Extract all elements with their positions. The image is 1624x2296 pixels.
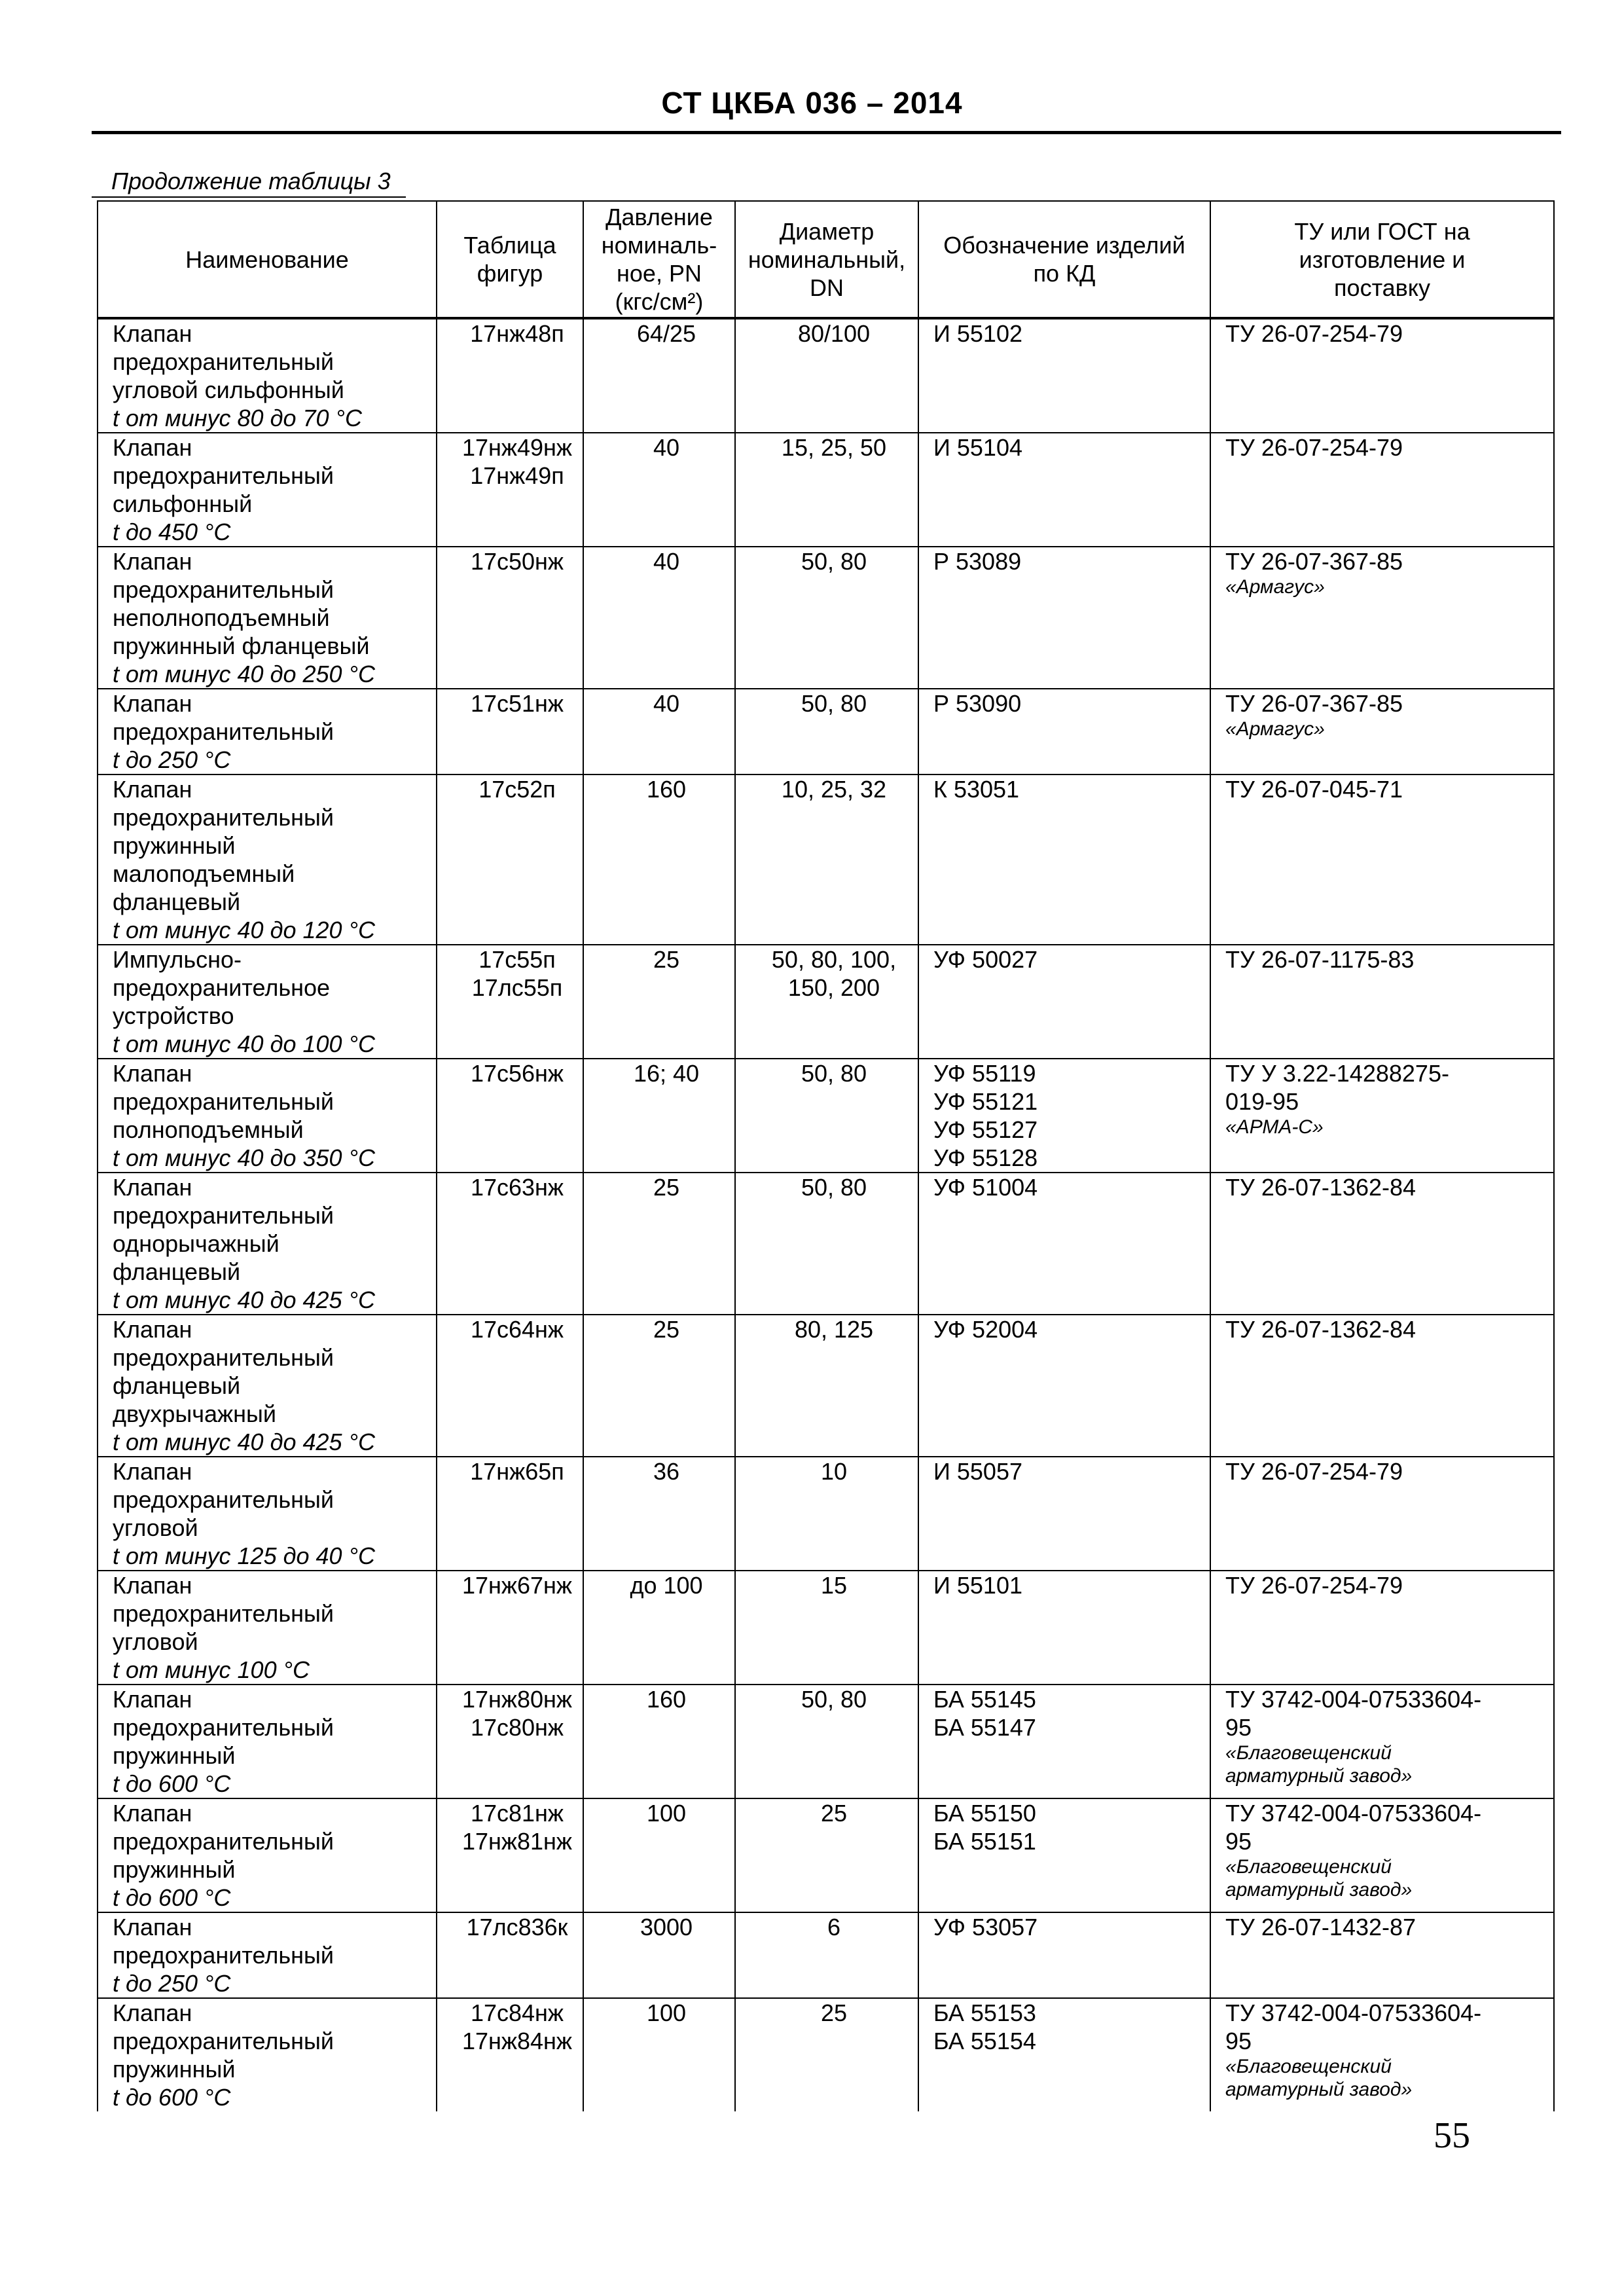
name-line: предохранительный: [113, 1202, 334, 1229]
header-text: ТУ или ГОСТ на: [1294, 217, 1470, 245]
cell-name: [98, 1798, 437, 1912]
cell-figure-table: [437, 1998, 583, 2111]
cell-figure-table: [437, 1798, 583, 1912]
cell-pressure: [583, 1998, 735, 2111]
pressure-value: 160: [646, 1686, 687, 1713]
name-line: устройство: [113, 1002, 234, 1029]
cell-name: [98, 1571, 437, 1685]
cell-diameter: [735, 1315, 918, 1457]
table-row: [98, 1457, 1554, 1571]
temperature-range: t от минус 125 до 40 °С: [113, 1542, 375, 1569]
cell-kd: [918, 1912, 1210, 1998]
name-line: Клапан: [113, 776, 192, 803]
cell-figure-table: [437, 433, 583, 547]
tu-code: ТУ 26-07-1432-87: [1225, 1914, 1416, 1941]
name-line: фланцевый: [113, 1258, 241, 1285]
header-text: по КД: [1033, 260, 1096, 287]
name-line: предохранительный: [113, 1942, 334, 1969]
tu-code: ТУ 26-07-1175-83: [1225, 946, 1415, 973]
cell-name: [98, 1457, 437, 1571]
kd-code: УФ 55121: [933, 1088, 1038, 1115]
cell-figure-table: [437, 1059, 583, 1173]
temperature-range: t от минус 40 до 425 °С: [113, 1286, 375, 1313]
document-title: СТ ЦКБА 036 – 2014: [661, 86, 963, 120]
kd-code: И 55102: [933, 320, 1022, 347]
tu-code: 019-95: [1225, 1088, 1299, 1115]
tu-code: ТУ 3742-004-07533604-: [1225, 1686, 1482, 1713]
figure-code: 17нж65п: [470, 1458, 564, 1485]
name-line: Клапан: [113, 690, 192, 717]
diameter-value: 25: [820, 1800, 848, 1827]
kd-code: Р 53090: [933, 690, 1022, 717]
cell-name: [98, 689, 437, 774]
temperature-range: t от минус 40 до 100 °С: [113, 1030, 375, 1057]
pressure-value: 100: [646, 1999, 687, 2026]
cell-figure-table: [437, 1685, 583, 1798]
figure-code: 17с81нж: [470, 1800, 564, 1827]
name-line: двухрычажный: [113, 1400, 276, 1427]
header-kd: [918, 201, 1210, 318]
table-row: [98, 1798, 1554, 1912]
cell-kd: [918, 1457, 1210, 1571]
kd-code: БА 55147: [933, 1714, 1036, 1741]
cell-diameter: [735, 945, 918, 1059]
header-text: (кгс/см²): [615, 288, 704, 315]
name-line: неполноподъемный: [113, 604, 330, 631]
cell-diameter: [735, 318, 918, 433]
header-text: номинальный,: [748, 246, 906, 273]
figure-code: 17нж67нж: [461, 1572, 572, 1599]
cell-figure-table: [437, 1315, 583, 1457]
table-body: [98, 318, 1554, 2111]
temperature-range: t от минус 40 до 425 °С: [113, 1429, 375, 1455]
cell-tu: [1210, 1059, 1554, 1173]
title-underline: [92, 131, 1561, 134]
diameter-value: 150, 200: [787, 974, 880, 1001]
tu-code: ТУ 26-07-254-79: [1225, 1458, 1403, 1485]
cell-kd: [918, 774, 1210, 945]
cell-kd: [918, 1685, 1210, 1798]
header-text: Таблица: [463, 232, 556, 259]
diameter-value: 50, 80: [801, 1686, 867, 1713]
cell-figure-table: [437, 689, 583, 774]
kd-code: УФ 53057: [933, 1914, 1038, 1941]
name-line: угловой: [113, 1628, 198, 1655]
cell-tu: [1210, 1571, 1554, 1685]
table-row: [98, 1912, 1554, 1998]
name-line: Импульсно-: [113, 946, 242, 973]
table-row: [98, 1173, 1554, 1315]
pressure-value: 25: [653, 1316, 680, 1343]
name-line: Клапан: [113, 1686, 192, 1713]
name-line: Клапан: [113, 1800, 192, 1827]
manufacturer: арматурный завод»: [1225, 1765, 1413, 1787]
header-text: Обозначение изделий: [943, 232, 1185, 259]
figure-code: 17с63нж: [470, 1174, 564, 1201]
name-line: Клапан: [113, 1174, 192, 1201]
tu-code: ТУ 26-07-254-79: [1225, 1572, 1403, 1599]
manufacturer: арматурный завод»: [1225, 2079, 1413, 2100]
diameter-value: 10: [820, 1458, 848, 1485]
cell-tu: [1210, 1998, 1554, 2111]
cell-pressure: [583, 433, 735, 547]
figure-code: 17с55п: [478, 946, 556, 973]
cell-name: [98, 318, 437, 433]
tu-code: ТУ 26-07-254-79: [1225, 434, 1403, 461]
temperature-range: t от минус 40 до 250 °С: [113, 661, 375, 687]
tu-code: ТУ 26-07-367-85: [1225, 548, 1403, 575]
header-text: Давление: [605, 204, 713, 230]
cell-tu: [1210, 1173, 1554, 1315]
cell-kd: [918, 1173, 1210, 1315]
cell-name: [98, 1173, 437, 1315]
tu-code: ТУ 26-07-367-85: [1225, 690, 1403, 717]
name-line: предохранительный: [113, 1486, 334, 1513]
table-row: [98, 1571, 1554, 1685]
cell-tu: [1210, 1315, 1554, 1457]
table-row: [98, 1059, 1554, 1173]
cell-diameter: [735, 774, 918, 945]
figure-code: 17лс836к: [466, 1914, 568, 1941]
temperature-range: t от минус 80 до 70 °С: [113, 405, 362, 431]
cell-diameter: [735, 1798, 918, 1912]
table-row: [98, 1998, 1554, 2111]
kd-code: УФ 55128: [933, 1144, 1038, 1171]
name-line: предохранительный: [113, 576, 334, 603]
table-row: [98, 689, 1554, 774]
cell-kd: [918, 1059, 1210, 1173]
figure-code: 17нж80нж: [461, 1686, 572, 1713]
cell-figure-table: [437, 318, 583, 433]
pressure-value: 25: [653, 1174, 680, 1201]
pressure-value: 40: [653, 548, 680, 575]
figure-code: 17с52п: [478, 776, 556, 803]
diameter-value: 15: [820, 1572, 848, 1599]
cell-tu: [1210, 433, 1554, 547]
temperature-range: t до 250 °С: [113, 746, 231, 773]
cell-tu: [1210, 1457, 1554, 1571]
figure-code: 17с51нж: [470, 690, 564, 717]
figure-code: 17с64нж: [470, 1316, 564, 1343]
pressure-value: 100: [646, 1800, 687, 1827]
header-pressure: [583, 201, 735, 318]
kd-code: БА 55153: [933, 1999, 1036, 2026]
cell-diameter: [735, 1457, 918, 1571]
temperature-range: t до 600 °С: [113, 2084, 231, 2111]
pressure-value: 40: [653, 434, 680, 461]
cell-pressure: [583, 945, 735, 1059]
temperature-range: t до 600 °С: [113, 1884, 231, 1911]
cell-name: [98, 1685, 437, 1798]
tu-code: ТУ 26-07-1362-84: [1225, 1174, 1416, 1201]
header-tu: [1210, 201, 1554, 318]
pressure-value: 16; 40: [633, 1060, 700, 1087]
cell-name: [98, 547, 437, 689]
cell-tu: [1210, 1798, 1554, 1912]
name-line: угловой: [113, 1514, 198, 1541]
page-number: 55: [1434, 2115, 1470, 2156]
cell-pressure: [583, 1571, 735, 1685]
name-line: пружинный: [113, 1856, 236, 1883]
cell-name: [98, 1998, 437, 2111]
name-line: угловой сильфонный: [113, 376, 344, 403]
cell-kd: [918, 1315, 1210, 1457]
kd-code: УФ 55127: [933, 1116, 1038, 1143]
name-line: предохранительный: [113, 1714, 334, 1741]
figure-code: 17нж49нж: [461, 434, 572, 461]
name-line: предохранительный: [113, 1828, 334, 1855]
tu-code: 95: [1225, 2028, 1252, 2054]
cell-figure-table: [437, 945, 583, 1059]
name-line: предохранительный: [113, 2028, 334, 2054]
cell-figure-table: [437, 774, 583, 945]
figure-code: 17нж84нж: [461, 2028, 572, 2054]
table-row: [98, 318, 1554, 433]
name-line: Клапан: [113, 1316, 192, 1343]
pressure-value: 160: [646, 776, 687, 803]
pressure-value: 3000: [640, 1914, 693, 1941]
cell-name: [98, 1059, 437, 1173]
cell-figure-table: [437, 1173, 583, 1315]
cell-tu: [1210, 1912, 1554, 1998]
cell-pressure: [583, 689, 735, 774]
pressure-value: 36: [653, 1458, 680, 1485]
diameter-value: 6: [827, 1914, 841, 1941]
name-line: фланцевый: [113, 888, 241, 915]
cell-name: [98, 1315, 437, 1457]
figure-code: 17с84нж: [470, 1999, 564, 2026]
kd-code: Р 53089: [933, 548, 1022, 575]
temperature-range: t до 600 °С: [113, 1770, 231, 1797]
temperature-range: t от минус 100 °С: [113, 1656, 310, 1683]
cell-diameter: [735, 1173, 918, 1315]
diameter-value: 50, 80: [801, 1060, 867, 1087]
name-line: Клапан: [113, 1458, 192, 1485]
table-row: [98, 774, 1554, 945]
tu-code: 95: [1225, 1828, 1252, 1855]
cell-pressure: [583, 318, 735, 433]
cell-diameter: [735, 433, 918, 547]
figure-code: 17лс55п: [471, 974, 563, 1001]
diameter-value: 15, 25, 50: [781, 434, 887, 461]
name-line: полноподъемный: [113, 1116, 304, 1143]
tu-code: ТУ 3742-004-07533604-: [1225, 1800, 1482, 1827]
name-line: предохранительный: [113, 1088, 334, 1115]
header-diameter: [735, 201, 918, 318]
cell-diameter: [735, 1571, 918, 1685]
cell-pressure: [583, 1912, 735, 1998]
cell-name: [98, 945, 437, 1059]
name-line: предохранительный: [113, 718, 334, 745]
tu-code: ТУ У 3.22-14288275-: [1225, 1060, 1449, 1087]
pressure-value: 64/25: [636, 320, 696, 347]
cell-pressure: [583, 774, 735, 945]
header-text: Диаметр: [779, 217, 875, 245]
figure-code: 17с50нж: [470, 548, 564, 575]
cell-diameter: [735, 1685, 918, 1798]
figure-code: 17нж48п: [470, 320, 564, 347]
cell-diameter: [735, 1059, 918, 1173]
name-line: однорычажный: [113, 1230, 280, 1257]
diameter-value: 80, 125: [794, 1316, 874, 1343]
cell-pressure: [583, 1173, 735, 1315]
cell-pressure: [583, 1059, 735, 1173]
pressure-value: 25: [653, 946, 680, 973]
kd-code: К 53051: [933, 776, 1020, 803]
kd-code: И 55057: [933, 1458, 1022, 1485]
diameter-value: 25: [820, 1999, 848, 2026]
kd-code: БА 55154: [933, 2028, 1036, 2054]
cell-kd: [918, 1998, 1210, 2111]
name-line: пружинный фланцевый: [113, 632, 370, 659]
name-line: пружинный: [113, 1742, 236, 1769]
cell-figure-table: [437, 1571, 583, 1685]
kd-code: УФ 51004: [933, 1174, 1038, 1201]
kd-code: БА 55151: [933, 1828, 1036, 1855]
cell-diameter: [735, 1912, 918, 1998]
cell-diameter: [735, 547, 918, 689]
table-row: [98, 1315, 1554, 1457]
name-line: пружинный: [113, 832, 236, 859]
name-line: Клапан: [113, 1572, 192, 1599]
cell-kd: [918, 547, 1210, 689]
cell-kd: [918, 433, 1210, 547]
tu-code: ТУ 26-07-254-79: [1225, 320, 1403, 347]
tu-code: ТУ 26-07-045-71: [1225, 776, 1403, 803]
manufacturer: «Благовещенский: [1225, 1856, 1392, 1878]
header-text: DN: [810, 274, 844, 301]
header-text: ное, PN: [617, 260, 702, 287]
manufacturer: «Армагус»: [1225, 576, 1325, 598]
cell-kd: [918, 1798, 1210, 1912]
header-text: номиналь-: [601, 232, 717, 259]
diameter-value: 50, 80: [801, 1174, 867, 1201]
temperature-range: t от минус 40 до 350 °С: [113, 1144, 375, 1171]
cell-pressure: [583, 1315, 735, 1457]
manufacturer: «Благовещенский: [1225, 1742, 1392, 1764]
cell-tu: [1210, 1685, 1554, 1798]
cell-figure-table: [437, 547, 583, 689]
table-row: [98, 1685, 1554, 1798]
name-line: Клапан: [113, 434, 192, 461]
header-name: [98, 201, 437, 318]
cell-kd: [918, 1571, 1210, 1685]
cell-pressure: [583, 1798, 735, 1912]
diameter-value: 50, 80, 100,: [771, 946, 897, 973]
manufacturer: «Благовещенский: [1225, 2056, 1392, 2077]
name-line: Клапан: [113, 1999, 192, 2026]
figure-code: 17нж49п: [470, 462, 564, 489]
cell-pressure: [583, 1685, 735, 1798]
name-line: предохранительный: [113, 1344, 334, 1371]
cell-name: [98, 1912, 437, 1998]
diameter-value: 10, 25, 32: [781, 776, 887, 803]
cell-tu: [1210, 547, 1554, 689]
temperature-range: t от минус 40 до 120 °С: [113, 917, 375, 943]
kd-code: БА 55150: [933, 1800, 1036, 1827]
valves-table: [97, 200, 1555, 2111]
kd-code: БА 55145: [933, 1686, 1036, 1713]
tu-code: ТУ 26-07-1362-84: [1225, 1316, 1416, 1343]
name-line: Клапан: [113, 320, 192, 347]
name-line: пружинный: [113, 2056, 236, 2083]
cell-pressure: [583, 547, 735, 689]
cell-kd: [918, 945, 1210, 1059]
cell-name: [98, 774, 437, 945]
tu-code: 95: [1225, 1714, 1252, 1741]
figure-code: 17с80нж: [470, 1714, 564, 1741]
kd-code: И 55101: [933, 1572, 1022, 1599]
table-row: [98, 547, 1554, 689]
table-header: [98, 201, 1554, 318]
cell-tu: [1210, 945, 1554, 1059]
name-line: предохранительный: [113, 1600, 334, 1627]
table-caption: Продолжение таблицы 3: [111, 168, 391, 194]
cell-pressure: [583, 1457, 735, 1571]
manufacturer: «АРМА-С»: [1225, 1116, 1324, 1138]
figure-code: 17нж81нж: [461, 1828, 572, 1855]
cell-figure-table: [437, 1457, 583, 1571]
header-text: фигур: [477, 260, 543, 287]
header-row: [98, 201, 1554, 318]
kd-code: УФ 50027: [933, 946, 1038, 973]
header-text: поставку: [1334, 274, 1430, 301]
name-line: Клапан: [113, 1914, 192, 1941]
cell-diameter: [735, 1998, 918, 2111]
kd-code: УФ 55119: [933, 1060, 1036, 1087]
manufacturer: «Армагус»: [1225, 718, 1325, 740]
cell-tu: [1210, 689, 1554, 774]
pressure-value: до 100: [630, 1572, 703, 1599]
temperature-range: t до 250 °С: [113, 1970, 231, 1997]
cell-figure-table: [437, 1912, 583, 1998]
manufacturer: арматурный завод»: [1225, 1879, 1413, 1901]
temperature-range: t до 450 °С: [113, 519, 231, 545]
kd-code: И 55104: [933, 434, 1022, 461]
cell-tu: [1210, 318, 1554, 433]
tu-code: ТУ 3742-004-07533604-: [1225, 1999, 1482, 2026]
header-text: Наименование: [185, 246, 349, 273]
header-text: изготовление и: [1299, 246, 1466, 273]
name-line: предохранительный: [113, 462, 334, 489]
kd-code: УФ 52004: [933, 1316, 1038, 1343]
table-row: [98, 433, 1554, 547]
name-line: фланцевый: [113, 1372, 241, 1399]
pressure-value: 40: [653, 690, 680, 717]
cell-kd: [918, 318, 1210, 433]
name-line: малоподъемный: [113, 860, 295, 887]
name-line: предохранительное: [113, 974, 330, 1001]
name-line: Клапан: [113, 1060, 192, 1087]
diameter-value: 50, 80: [801, 690, 867, 717]
cell-diameter: [735, 689, 918, 774]
diameter-value: 80/100: [797, 320, 871, 347]
cell-kd: [918, 689, 1210, 774]
name-line: Клапан: [113, 548, 192, 575]
table-row: [98, 945, 1554, 1059]
caption-underline: [92, 196, 406, 198]
cell-name: [98, 433, 437, 547]
diameter-value: 50, 80: [801, 548, 867, 575]
cell-tu: [1210, 774, 1554, 945]
name-line: предохранительный: [113, 804, 334, 831]
figure-code: 17с56нж: [470, 1060, 564, 1087]
name-line: предохранительный: [113, 348, 334, 375]
name-line: сильфонный: [113, 490, 253, 517]
header-figure-table: [437, 201, 583, 318]
